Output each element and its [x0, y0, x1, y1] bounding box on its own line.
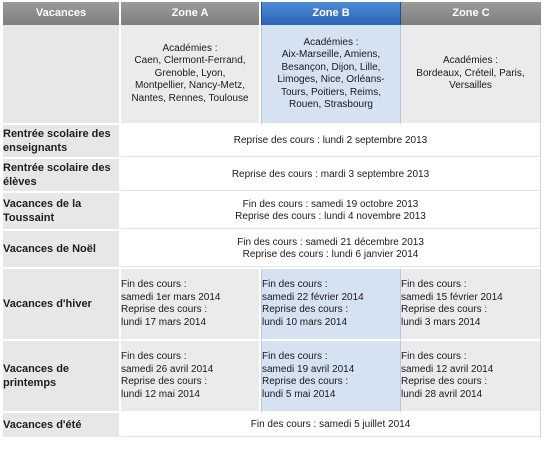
zone-line: lundi 17 mars 2014	[121, 316, 207, 328]
academies-row	[3, 25, 541, 125]
header-zone-a: Zone A	[121, 2, 261, 25]
ete-row	[3, 413, 541, 439]
row-value	[121, 193, 541, 231]
academies-a-line: Académies :	[162, 42, 218, 54]
academies-c-line: Académies :	[442, 55, 499, 67]
rentree-enseignants-row	[3, 125, 541, 159]
academies-a-line: Caen, Clermont-Ferrand,	[134, 55, 246, 67]
row-value-line: Reprise des cours : lundi 4 novembre 2013	[235, 211, 426, 222]
row-value: Reprise des cours : mardi 3 septembre 2013	[121, 159, 541, 193]
zone-line: Reprise des cours :	[401, 304, 488, 315]
row-value: Reprise des cours : lundi 2 septembre 2013	[121, 125, 541, 159]
zone-line: Reprise des cours :	[262, 304, 349, 315]
academies-zone-a	[121, 25, 261, 125]
zone-line: samedi 26 avril 2014	[121, 363, 214, 375]
zone-line: Fin des cours :	[121, 351, 187, 362]
row-label: Vacances d'été	[3, 413, 121, 439]
toussaint-row	[3, 193, 541, 231]
zone-line: lundi 28 avril 2014	[401, 388, 483, 400]
header-zone-b: Zone B	[261, 2, 401, 25]
row-label: Rentrée scolaire des élèves	[3, 159, 121, 193]
zone-line: samedi 19 avril 2014	[262, 363, 355, 375]
hiver-row	[3, 269, 541, 341]
academies-b-line: Rouen, Strasbourg	[289, 99, 373, 110]
academies-b-line: Tours, Poitiers, Reims,	[280, 86, 382, 98]
zone-line: Reprise des cours :	[121, 304, 208, 315]
zone-line: samedi 22 février 2014	[262, 291, 364, 303]
zone-line: Fin des cours :	[262, 279, 328, 290]
zone-line: lundi 5 mai 2014	[262, 388, 336, 400]
zone-line: Reprise des cours :	[401, 376, 488, 387]
row-value-line: Fin des cours : samedi 19 octobre 2013	[242, 198, 419, 210]
academies-a-line: Nantes, Rennes, Toulouse	[131, 92, 249, 104]
academies-a-line: Grenoble, Lyon,	[154, 67, 226, 79]
school-calendar-table	[3, 2, 541, 439]
row-value-line: Reprise des cours : lundi 6 janvier 2014	[242, 249, 419, 260]
zone-line: Fin des cours :	[401, 279, 467, 290]
academies-c-line: Bordeaux, Créteil, Paris,	[416, 67, 525, 79]
hiver-zone-c	[401, 269, 541, 341]
header-zone-c: Zone C	[401, 2, 541, 25]
header-row	[3, 2, 541, 25]
printemps-row	[3, 341, 541, 413]
header-vacances: Vacances	[3, 2, 121, 25]
hiver-zone-a	[121, 269, 261, 341]
noel-row	[3, 231, 541, 269]
academies-b-line: Aix-Marseille, Amiens,	[281, 49, 381, 60]
zone-line: Fin des cours :	[262, 351, 328, 362]
academies-b-line: Académies :	[303, 36, 359, 48]
academies-b-line: Limoges, Nice, Orléans-	[277, 74, 385, 85]
row-label: Rentrée scolaire des enseignants	[3, 125, 121, 159]
zone-line: samedi 1er mars 2014	[121, 291, 221, 303]
zone-line: lundi 3 mars 2014	[401, 316, 481, 328]
zone-line: lundi 12 mai 2014	[121, 388, 200, 400]
academies-zone-b	[261, 25, 401, 125]
academies-a-line: Montpellier, Nancy-Metz,	[134, 80, 246, 92]
printemps-zone-b	[261, 341, 401, 413]
row-value-line: Fin des cours : samedi 21 décembre 2013	[237, 236, 424, 248]
zone-line: Reprise des cours :	[262, 376, 349, 387]
hiver-zone-b	[261, 269, 401, 341]
academies-zone-c	[401, 25, 541, 125]
academies-label-blank	[3, 25, 121, 125]
rentree-eleves-row	[3, 159, 541, 193]
zone-line: Fin des cours :	[121, 279, 187, 290]
row-value	[121, 231, 541, 269]
row-label: Vacances d'hiver	[3, 269, 121, 341]
row-label: Vacances de la Toussaint	[3, 193, 121, 231]
row-label: Vacances de Noël	[3, 231, 121, 269]
academies-c-line: Versailles	[449, 80, 492, 92]
zone-line: Reprise des cours :	[121, 376, 208, 387]
row-label: Vacances de printemps	[3, 341, 121, 413]
zone-line: samedi 15 février 2014	[401, 291, 503, 303]
academies-b-line: Besançon, Dijon, Lille,	[281, 61, 381, 73]
zone-line: lundi 10 mars 2014	[262, 316, 348, 328]
printemps-zone-a	[121, 341, 261, 413]
row-value: Fin des cours : samedi 5 juillet 2014	[121, 413, 541, 439]
printemps-zone-c	[401, 341, 541, 413]
zone-line: Fin des cours :	[401, 351, 467, 362]
zone-line: samedi 12 avril 2014	[401, 363, 494, 375]
